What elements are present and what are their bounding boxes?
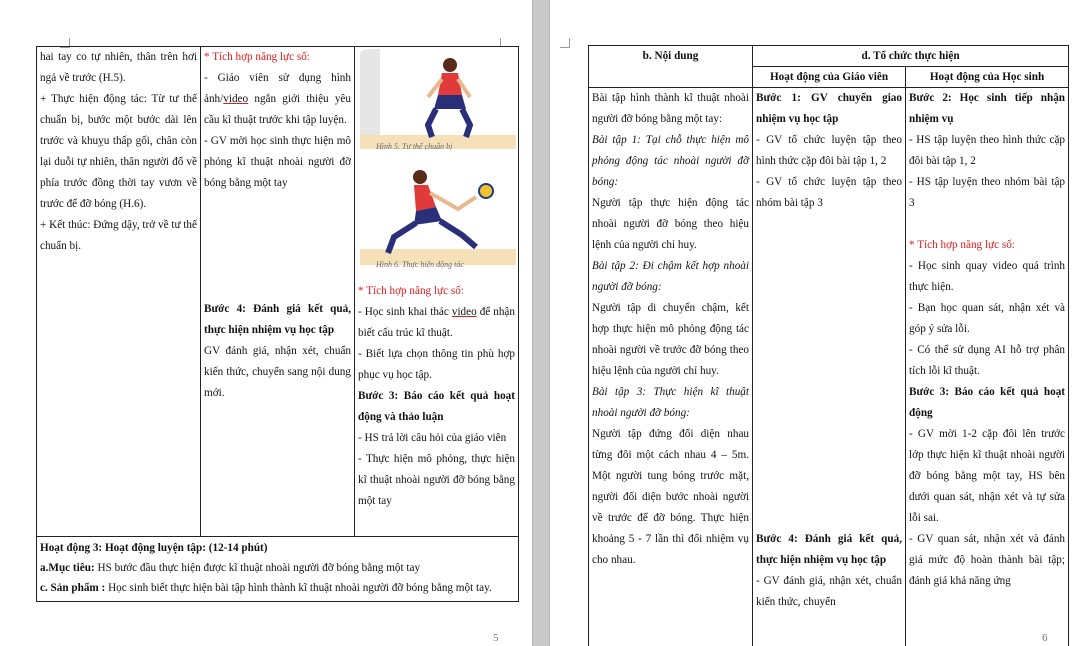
step3-title: Bước 3: Báo cáo kết quả hoạt động và thảo luận: [358, 390, 515, 423]
content-header: b. Nội dung: [589, 46, 753, 88]
organization-header: d. Tổ chức thực hiện: [753, 46, 1069, 67]
step4-title: Bước 4: Đánh giá kết quả, thực hiện nhiệm vụ học tập: [756, 533, 902, 566]
figure-6: [358, 163, 515, 281]
text-line: - GV đánh giá, nhận xét, chuẩn kiến thức, chuyển: [756, 575, 902, 608]
text-line: - HS tập luyện theo nhóm bài tập 3: [909, 176, 1066, 209]
goal-text: HS bước đầu thực hiện được kĩ thuật nhoài người đỡ bóng bằng một tay: [94, 562, 421, 574]
page-gutter: [532, 0, 550, 646]
text-fragment: - Học sinh khai thác: [358, 306, 452, 318]
text-fragment: ngắn giới thiệu yêu cầu kĩ thuật trước khi tập luyện.: [204, 93, 351, 126]
text-line: GV đánh giá, nhận xét, chuẩn kiến thức, chuyển sang nội dung mới.: [204, 345, 351, 399]
video-word: video: [223, 93, 249, 105]
digital-competence-heading: * Tích hợp năng lực số:: [358, 285, 464, 297]
goal-label: a.Mục tiêu:: [40, 562, 95, 574]
text-line: - HS trả lời câu hỏi của giáo viên: [358, 432, 507, 444]
figure-5: [358, 47, 515, 163]
product-line: [40, 578, 515, 598]
text-fragment: - Giáo viên sử dụng hình ảnh/: [204, 72, 351, 105]
goal-line: [40, 558, 515, 578]
step4-title: Bước 4: Đánh giá kết quả, thực hiện nhiệm vụ học tập: [204, 303, 351, 336]
text-line: - GV mời học sinh thực hiện mô phỏng kĩ thuật nhoài người đỡ bóng bằng một tay: [204, 135, 351, 189]
student-activity-cell: [355, 47, 519, 537]
exercise-1-title: Bài tập 1: Tại chỗ thực hiện mô phỏng động tác nhoài người đỡ bóng:: [592, 134, 749, 188]
text-line: - Bạn học quan sát, nhận xét và góp ý sửa lỗi.: [909, 302, 1066, 335]
text-line: Người tập di chuyển chậm, kết hợp thực hiện mô phỏng động tác nhoài người về trước đỡ bóng theo hiệu lệnh của người chỉ huy.: [592, 302, 749, 377]
lesson-table-page6: [588, 45, 1069, 646]
student-header: Hoạt động của Học sinh: [906, 67, 1069, 88]
figure-6-caption: Hình 6. Thực hiện động tác: [376, 260, 464, 269]
exercise-3-title: Bài tập 3: Thực hiện kĩ thuật nhoài người đỡ bóng:: [592, 386, 749, 419]
text-line: Bài tập hình thành kĩ thuật nhoài người đỡ bóng bằng một tay:: [592, 92, 749, 125]
text-line: - GV mời 1-2 cặp đôi lên trước lớp thực hiện kĩ thuật nhoài người đỡ bóng bằng một tay, HS bên dưới quan sát, nhận xét và tự sửa lỗi sai.: [909, 428, 1066, 524]
teacher-header: Hoạt động của Giáo viên: [753, 67, 906, 88]
text-line: - GV tổ chức luyện tập theo hình thức cặp đôi bài tập 1, 2: [756, 134, 902, 167]
teacher-activity-cell: [201, 47, 355, 537]
text-line: Người tập đứng đối diện nhau từng đôi một cách nhau 4 – 5m. Một người tung bóng trước mặt, người đối diện bước nhoài người về trước để đỡ bóng. Thực hiện khoảng 5 - 7 lần thì đổi nhiệm vụ cho nhau.: [592, 428, 749, 566]
digital-competence-heading: * Tích hợp năng lực số:: [204, 51, 310, 63]
student-activity-cell: [906, 88, 1069, 646]
step1-title: Bước 1: GV chuyển giao nhiệm vụ học tập: [756, 92, 902, 125]
text-line: hai tay co tự nhiên, thân trên hơi ngả về trước (H.5).: [40, 51, 197, 84]
text-line: [358, 302, 515, 344]
exercise-2-title: Bài tập 2: Đi chậm kết hợp nhoài người đỡ bóng:: [592, 260, 749, 293]
page-number: 6: [1042, 632, 1048, 644]
digital-competence-heading: * Tích hợp năng lực số:: [909, 239, 1015, 251]
activity-3-title: Hoạt động 3: Hoạt động luyện tập: (12-14 phút): [40, 542, 268, 554]
text-line: Người tập thực hiện động tác nhoài người đỡ bóng theo hiệu lệnh của người chỉ huy.: [592, 197, 749, 251]
text-line: + Thực hiện động tác: Từ tư thế chuẩn bị, bước một bước dài lên trước và khuỵu thấp gối, chân còn lại duỗi tự nhiên, thân người đổ về phía trước đồng thời tay vươn về trước để đỡ bóng (H.6).: [40, 93, 197, 210]
text-line: - GV tổ chức luyện tập theo nhóm bài tập 3: [756, 176, 902, 209]
text-line: [204, 68, 351, 131]
crop-mark: [560, 38, 570, 48]
text-line: + Kết thúc: Đứng dậy, trở về tư thế chuẩn bị.: [40, 219, 197, 252]
text-line: - HS tập luyện theo hình thức cặp đôi bài tập 1, 2: [909, 134, 1066, 167]
text-line: - Có thể sử dụng AI hỗ trợ phân tích lỗi kĩ thuật.: [909, 344, 1066, 377]
teacher-activity-cell: [753, 88, 906, 646]
text-line: - Học sinh quay video quá trình thực hiện.: [909, 260, 1066, 293]
text-line: - GV quan sát, nhận xét và đánh giá mức độ hoàn thành bài tập; đánh giá khả năng ứng: [909, 533, 1066, 587]
step2-title: Bước 2: Học sinh tiếp nhận nhiệm vụ: [909, 92, 1066, 125]
product-label: c. Sản phẩm :: [40, 582, 106, 594]
product-text: Học sinh biết thực hiện bài tập hình thành kĩ thuật nhoài người đỡ bóng bằng một tay.: [105, 582, 492, 594]
text-fragment: để nhận biết cấu trúc kĩ thuật.: [358, 306, 515, 339]
lesson-table-page5: [36, 46, 519, 602]
figure-5-caption: Hình 5. Tư thế chuẩn bị: [376, 142, 453, 151]
document-page-6: [550, 0, 1087, 646]
step3-title: Bước 3: Báo cáo kết quả hoạt động: [909, 386, 1066, 419]
text-line: - Biết lựa chọn thông tin phù hợp phục vụ học tập.: [358, 348, 515, 381]
document-page-5: [0, 0, 532, 646]
activity-3-cell: [37, 537, 519, 602]
technique-description-cell: [37, 47, 201, 537]
text-line: - Thực hiện mô phỏng, thực hiện kĩ thuật nhoài người đỡ bóng bằng một tay: [358, 453, 515, 507]
video-word: video: [451, 306, 477, 318]
page-number: 5: [493, 632, 499, 644]
content-cell: [589, 88, 753, 646]
